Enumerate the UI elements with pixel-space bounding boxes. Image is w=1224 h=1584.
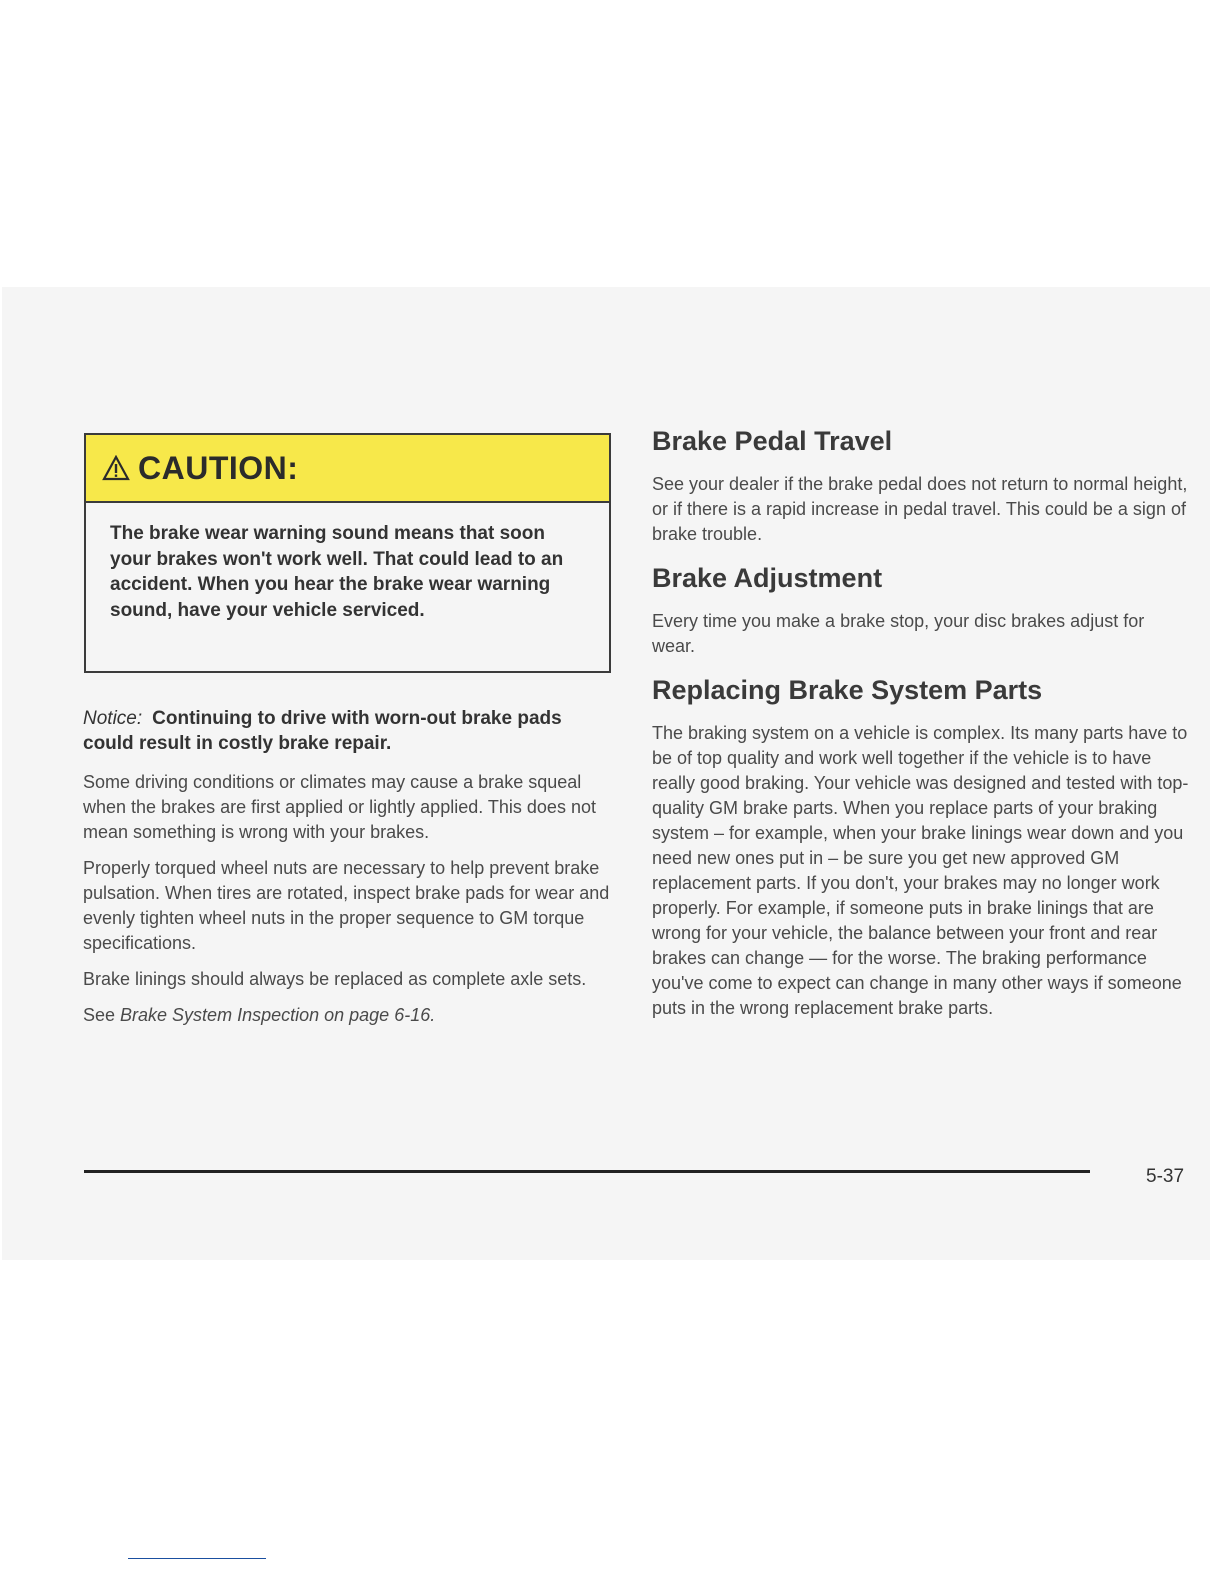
- footer-rule: [84, 1170, 1090, 1173]
- warning-triangle-icon: [102, 455, 130, 481]
- caution-title: CAUTION:: [138, 449, 299, 486]
- notice: [83, 706, 613, 756]
- paragraph-brake-linings: Brake linings should always be replaced as complete axle sets.: [83, 969, 587, 989]
- footer-divider: [128, 1558, 266, 1559]
- heading-replacing-brake-parts: Replacing Brake System Parts: [652, 675, 1043, 705]
- paragraph-replacing-brake-parts: The braking system on a vehicle is complex. Its many parts have to be of top quality and work well together if the vehicle is to have really good braking. Your vehicle was designed and tested with top-quality GM brake parts. When you replace parts of your braking system – for example, when your brake linings wear down and you need new ones put in – be sure you get new approved GM replacement parts. If you don't, your brakes may no longer work properly. For example, if someone puts in brake linings that are wrong for your vehicle, the balance between your front and rear brakes can change — for the worse. The braking performance you've come to expect can change in many other ways if someone puts in the wrong replacement brake parts.: [652, 723, 1189, 1018]
- see-prefix: See: [83, 1005, 121, 1025]
- caution-text: The brake wear warning sound means that soon your brakes won't work well. That could lead to an accident. When you hear the brake wear warning sound, have your vehicle serviced.: [110, 523, 564, 621]
- heading-brake-pedal-travel: Brake Pedal Travel: [652, 426, 893, 456]
- paragraph-wheel-nuts: Properly torqued wheel nuts are necessary to help prevent brake pulsation. When tires are rotated, inspect brake pads for wear and evenly tighten wheel nuts in the proper sequence to GM torque specifications.: [83, 858, 610, 953]
- caution-header: [86, 435, 609, 503]
- heading-brake-adjustment: Brake Adjustment: [652, 563, 883, 593]
- right-column: [652, 422, 1192, 1033]
- caution-box: [84, 433, 611, 673]
- cross-reference-link[interactable]: Brake System Inspection on page 6-16.: [120, 1005, 436, 1025]
- left-column: [83, 706, 613, 1039]
- page-number: 5-37: [1146, 1166, 1185, 1187]
- paragraph-brake-pedal-travel: See your dealer if the brake pedal does not return to normal height, or if there is a rapid increase in pedal travel. This could be a sign of brake trouble.: [652, 474, 1188, 544]
- paragraph-brake-squeal: Some driving conditions or climates may cause a brake squeal when the brakes are first applied or lightly applied. This does not mean something is wrong with your brakes.: [83, 772, 596, 842]
- paragraph-brake-adjustment: Every time you make a brake stop, your disc brakes adjust for wear.: [652, 611, 1145, 656]
- see-reference: [83, 1003, 613, 1028]
- notice-text: Continuing to drive with worn-out brake pads could result in costly brake repair.: [83, 708, 562, 754]
- notice-label: Notice:: [83, 708, 143, 729]
